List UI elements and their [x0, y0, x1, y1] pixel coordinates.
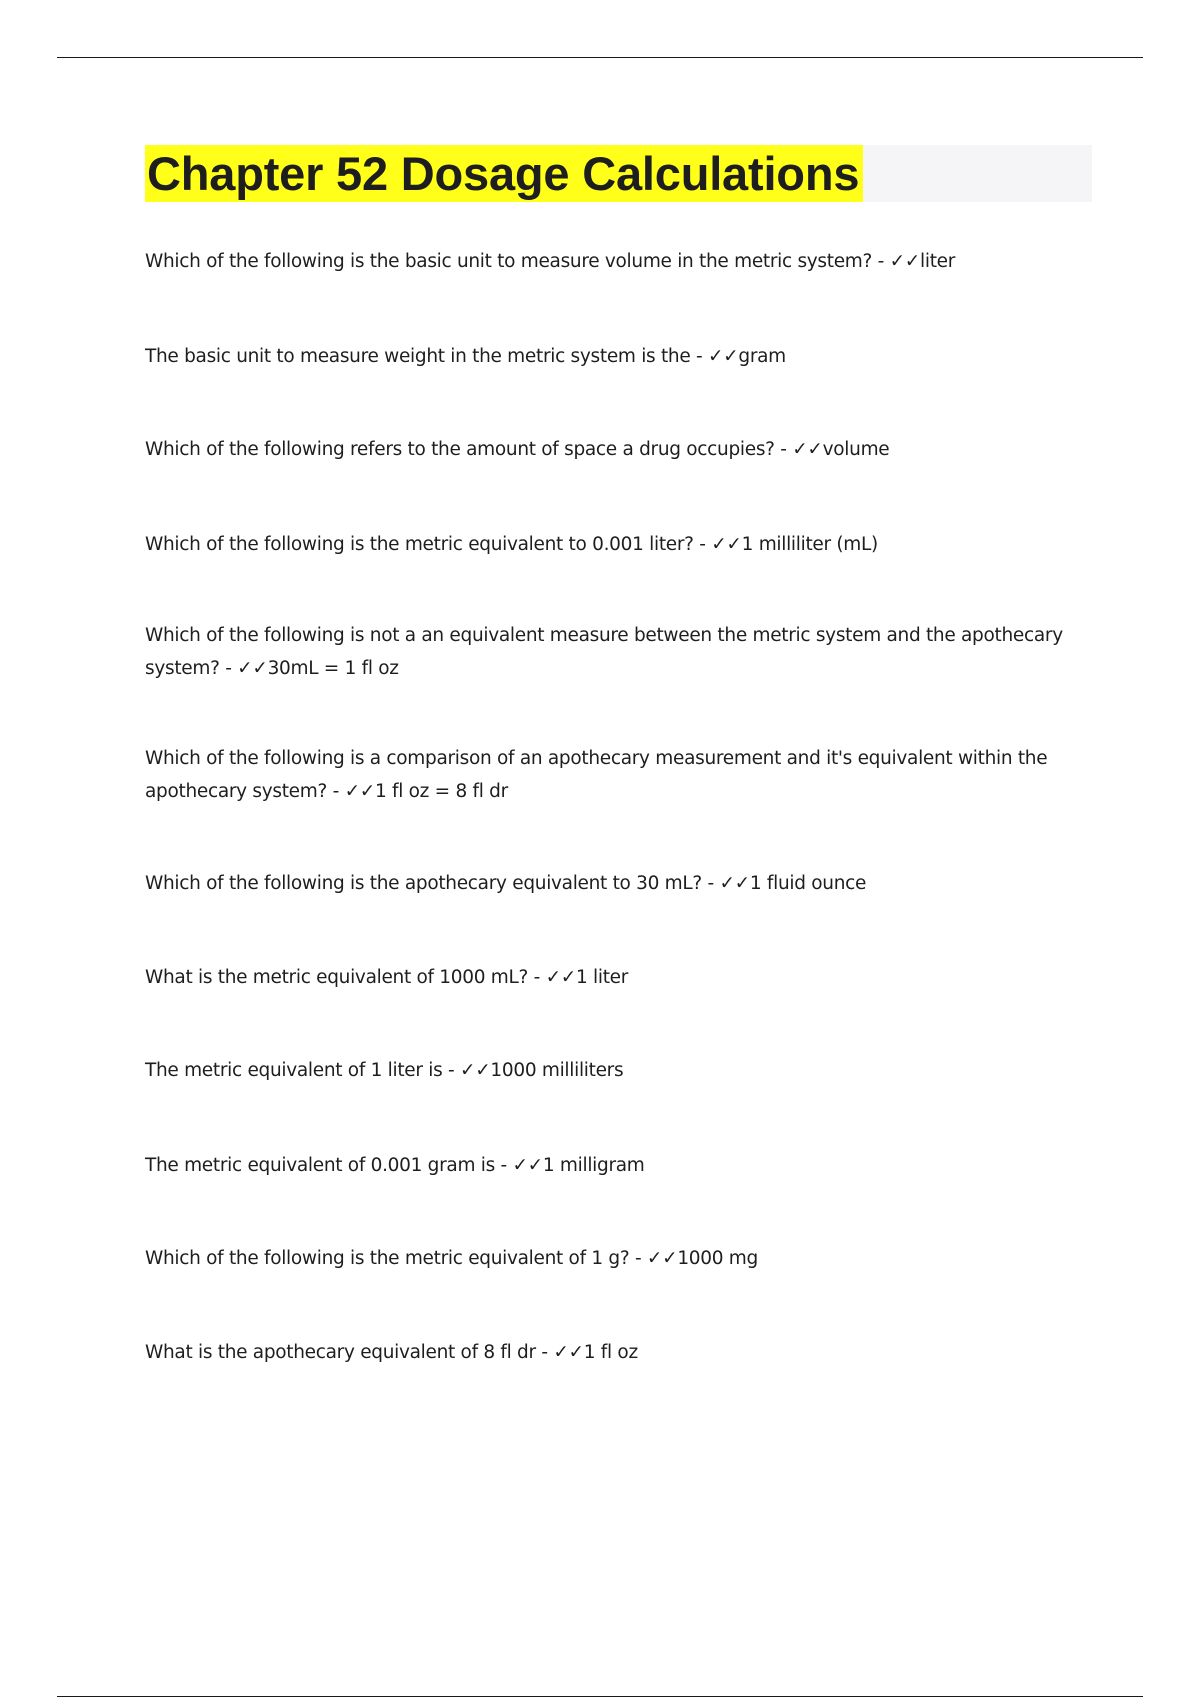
qa-item: [145, 528, 1075, 561]
qa-item: [145, 1054, 1075, 1087]
answer-text: liter: [920, 251, 956, 272]
separator: -: [693, 534, 712, 555]
check-icon: ✓✓: [646, 1248, 678, 1269]
answer-text: 1000 milliliters: [490, 1060, 624, 1081]
answer-text: 1 fluid ounce: [749, 873, 867, 894]
separator: -: [219, 658, 238, 679]
separator: -: [872, 251, 890, 272]
check-icon: ✓✓: [512, 1155, 543, 1176]
separator: -: [629, 1248, 647, 1269]
question-text: The basic unit to measure weight in the metric system is the: [145, 346, 691, 367]
separator: -: [535, 1342, 554, 1363]
check-icon: ✓✓: [719, 873, 750, 894]
check-icon: ✓✓: [553, 1342, 584, 1363]
qa-item: [145, 340, 1075, 373]
qa-item: [145, 1336, 1075, 1369]
answer-text: 1 liter: [575, 967, 629, 988]
check-icon: ✓✓: [344, 781, 375, 802]
qa-item: [145, 433, 1075, 466]
check-icon: ✓✓: [889, 251, 921, 272]
separator: -: [494, 1155, 513, 1176]
answer-text: volume: [822, 439, 890, 460]
check-icon: ✓✓: [460, 1060, 491, 1081]
answer-text: 1 fl oz = 8 fl dr: [374, 781, 508, 802]
question-text: Which of the following is the metric equivalent to 0.001 liter?: [145, 534, 694, 555]
question-text: What is the metric equivalent of 1000 mL?: [145, 967, 529, 988]
qa-item: [145, 867, 1075, 900]
question-text: What is the apothecary equivalent of 8 fl dr: [145, 1342, 536, 1363]
check-icon: ✓✓: [707, 346, 739, 367]
question-text: The metric equivalent of 0.001 gram is: [145, 1155, 495, 1176]
separator: -: [327, 781, 345, 802]
check-icon: ✓✓: [545, 967, 576, 988]
qa-item: [145, 742, 1075, 808]
check-icon: ✓✓: [792, 439, 823, 460]
question-text: Which of the following is not a an equivalent measure between the metric system and the apothecary system?: [145, 625, 1063, 679]
check-icon: ✓✓: [711, 534, 742, 555]
question-text: Which of the following refers to the amount of space a drug occupies?: [145, 439, 775, 460]
check-icon: ✓✓: [237, 658, 268, 679]
question-text: The metric equivalent of 1 liter is: [145, 1060, 443, 1081]
answer-text: 1000 mg: [677, 1248, 758, 1269]
question-text: Which of the following is the metric equivalent of 1 g?: [145, 1248, 630, 1269]
separator: -: [774, 439, 793, 460]
question-text: Which of the following is the apothecary equivalent to 30 mL?: [145, 873, 702, 894]
answer-text: gram: [738, 346, 786, 367]
qa-item: [145, 961, 1075, 994]
question-text: Which of the following is a comparison of an apothecary measurement and it's equivalent within the apothecary system?: [145, 748, 1048, 802]
qa-item: [145, 245, 1075, 278]
header-rule: [57, 57, 1143, 58]
answer-text: 1 milliliter (mL): [741, 534, 878, 555]
footer-rule: [57, 1696, 1143, 1697]
qa-item: [145, 1242, 1075, 1275]
qa-item: [145, 1149, 1075, 1182]
answer-text: 1 milligram: [542, 1155, 645, 1176]
qa-item: [145, 619, 1075, 685]
question-text: Which of the following is the basic unit to measure volume in the metric system?: [145, 251, 873, 272]
answer-text: 1 fl oz: [583, 1342, 638, 1363]
answer-text: 30mL = 1 fl oz: [267, 658, 399, 679]
separator: -: [690, 346, 708, 367]
page-title: Chapter 52 Dosage Calculations: [145, 145, 863, 202]
separator: -: [701, 873, 720, 894]
separator: -: [528, 967, 546, 988]
title-band: [145, 145, 1092, 202]
separator: -: [442, 1060, 460, 1081]
